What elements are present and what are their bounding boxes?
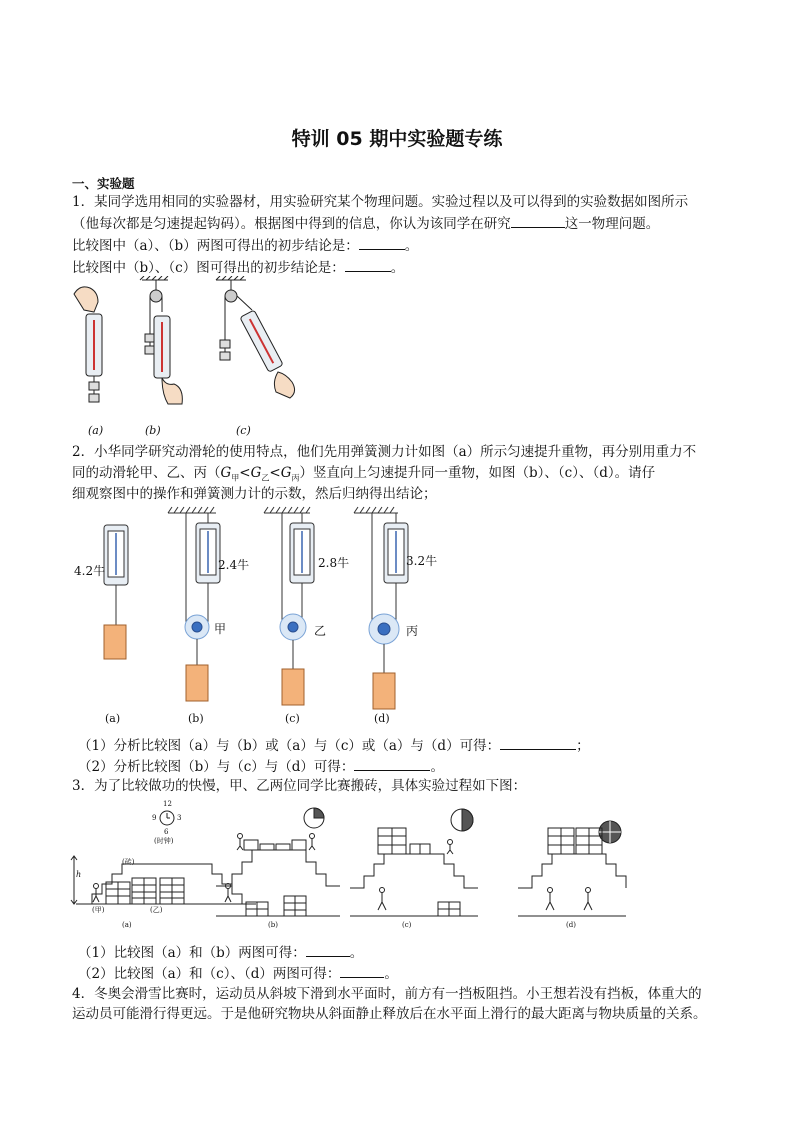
q2-caption-c: (c): [285, 712, 300, 725]
q2-g-bing: G: [280, 465, 292, 481]
q2-lt-2: <: [269, 465, 281, 481]
q3-caption-b: (b): [268, 921, 278, 929]
q2-fig-d-pulley: [369, 614, 399, 644]
q4-line1: 4．冬奥会滑雪比赛时，运动员从斜坡下滑到水平面时，前方有一挡板阻挡。小王想若没有挡板，体重大的: [72, 986, 702, 1002]
q1-fig-b-hand-icon: [162, 378, 182, 404]
page-title: 特训 05 期中实验题专练: [291, 128, 503, 150]
q2-figure: [96, 505, 436, 717]
q1-fig-b-ceiling: [140, 276, 168, 280]
q2-sub1-blank[interactable]: [500, 735, 576, 750]
q2-fig-b-weight: [186, 665, 208, 701]
q3-fig-d-stairs: [518, 854, 626, 916]
q1-line3: [72, 235, 418, 255]
q3-caption-c: (c): [402, 921, 412, 929]
q1-fig-a-spring-scale: [86, 314, 102, 382]
q3-sub1: [78, 942, 363, 962]
q2-caption-d: (d): [374, 712, 390, 725]
q3-fig-a-bricks: [106, 878, 184, 904]
q3-fig-d-person-jia-icon: [546, 888, 554, 911]
q3-brick-label: (砖): [122, 858, 135, 866]
q1-line2-text-a: （他每次都是匀速提起钩码）。根据图中得到的信息，你认为该同学在研究: [72, 216, 511, 232]
q2-g-jia: G: [220, 465, 232, 481]
q1-fig-c-spring-scale: [240, 310, 283, 372]
q2-fig-b-spring-scale: [196, 523, 220, 583]
q1-line3-end: 。: [404, 238, 419, 254]
q3-fig-b-stairs: [216, 850, 340, 916]
q2-sub1-text: （1）分析比较图（a）与（b）或（a）与（c）或（a）与（d）可得：: [78, 738, 501, 754]
q3-sub2-blank[interactable]: [340, 963, 384, 978]
q1-line1: 1．某同学选用相同的实验器材，用实验研究某个物理问题。实验过程以及可以得到的实验数据如图所示: [72, 194, 689, 210]
q2-fig-c-ceiling: [264, 507, 310, 513]
q3-person-label-yi: (乙): [150, 906, 163, 914]
q3-caption-a: (a): [122, 921, 132, 929]
q2-line2-text-b: ）竖直向上匀速提升同一重物，如图（b）、（c）、（d）。请仔: [299, 465, 656, 481]
q3-sub2-end: 。: [384, 966, 398, 982]
q1-blank-topic[interactable]: [511, 213, 565, 228]
q2-pulley-label-bing: 丙: [406, 624, 419, 638]
q3-clock-label: (时钟): [154, 837, 174, 845]
q1-fig-c-pulley: [225, 290, 237, 302]
q1-fig-b-spring-scale: [154, 316, 170, 378]
q1-line2-text-b: 这一物理问题。: [564, 216, 660, 232]
q3-sub2-text: （2）比较图（a）和（c）、（d）两图可得：: [78, 966, 341, 982]
q1-fig-a-weights: [89, 382, 99, 402]
q1-line4-text: 比较图中（b）、（c）图可得出的初步结论是：: [72, 260, 345, 276]
q3-fig-c-clock-icon: [451, 809, 473, 831]
q2-fig-b-pulley: [185, 615, 209, 639]
q3-sub2: [78, 963, 398, 983]
q3-fig-c-stairs: [350, 854, 478, 916]
q2-reading-c: 2.8牛: [318, 556, 350, 570]
q2-sub-yi: 乙: [261, 473, 270, 483]
q2-fig-c-spring-scale: [290, 523, 314, 583]
q1-fig-c-ceiling: [216, 276, 246, 280]
q2-sub1-end: ；: [576, 738, 590, 754]
q1-figure: [66, 276, 306, 422]
q3-sub1-blank[interactable]: [306, 942, 350, 957]
q3-fig-c-person-jia-icon: [378, 888, 386, 911]
q3-fig-d-person-yi-icon: [584, 888, 592, 911]
q3-fig-b-bricks: [244, 840, 306, 916]
q2-sub-jia: 甲: [231, 473, 240, 483]
q3-fig-c-person-yi-icon: [447, 840, 453, 855]
q3-sub1-text: （1）比较图（a）和（b）两图可得：: [78, 945, 306, 961]
q2-pulley-label-yi: 乙: [314, 624, 327, 638]
q3-clock-num-12: 12: [163, 800, 172, 808]
q1-line3-text: 比较图中（a）、（b）两图可得出的初步结论是：: [72, 238, 359, 254]
q3-fig-d-bricks: [548, 828, 602, 854]
q2-pulley-label-jia: 甲: [214, 622, 227, 636]
q1-blank-bc[interactable]: [345, 257, 391, 272]
q2-reading-a: 4.2牛: [74, 564, 106, 578]
q2-sub2: [78, 756, 444, 776]
q2-line2-text-a: 同的动滑轮甲、乙、丙（: [72, 465, 221, 481]
q3-fig-a-clock-icon: [160, 811, 174, 825]
q1-line4-end: 。: [390, 260, 405, 276]
q2-reading-b: 2.4牛: [218, 558, 250, 572]
q2-g-yi: G: [250, 465, 262, 481]
q3-fig-b-person-jia-icon: [237, 834, 243, 851]
q2-sub2-end: 。: [430, 759, 444, 775]
q3-fig-b-person-yi-icon: [309, 834, 315, 851]
q2-line3: 细观察图中的操作和弹簧测力计的示数，然后归纳得出结论；: [72, 486, 437, 502]
q2-sub-bing: 丙: [291, 473, 300, 483]
q2-fig-d-spring-scale: [384, 523, 408, 583]
q4-line2: 运动员可能滑行得更远。于是他研究物块从斜面静止释放后在水平面上滑行的最大距离与物块质量的关系。: [72, 1006, 707, 1022]
q2-lt-1: <: [239, 465, 251, 481]
q3-clock-num-9: 9: [152, 814, 157, 822]
q1-fig-a-hand-icon: [74, 287, 98, 312]
section-heading: 一、实验题: [72, 176, 135, 191]
q3-fig-b-clock-icon: [304, 808, 324, 828]
q2-line1: 2．小华同学研究动滑轮的使用特点，他们先用弹簧测力计如图（a）所示匀速提升重物，再分别用重力不: [72, 444, 697, 460]
q2-caption-a: (a): [105, 712, 121, 725]
q1-caption-c: (c): [236, 424, 251, 437]
q2-sub2-text: （2）分析比较图（b）与（c）与（d）可得：: [78, 759, 355, 775]
q3-fig-a-person-jia-icon: [93, 884, 99, 903]
q3-clock-num-3: 3: [177, 814, 182, 822]
q2-fig-b-ceiling: [168, 507, 216, 513]
q2-fig-d-ceiling: [354, 507, 398, 513]
q2-fig-c-pulley: [280, 614, 306, 640]
q2-caption-b: (b): [188, 712, 204, 725]
q3-caption-d: (d): [566, 921, 576, 929]
q1-line2: [72, 213, 659, 233]
q2-sub2-blank[interactable]: [354, 756, 430, 771]
q1-line4: [72, 257, 404, 277]
q1-blank-ab[interactable]: [359, 235, 405, 250]
q2-fig-a-spring-scale: [104, 525, 128, 625]
q3-person-label-jia: (甲): [92, 906, 105, 914]
q3-fig-a-height-arrow: [71, 856, 77, 904]
q2-fig-c-weight: [282, 669, 304, 705]
q3-sub1-end: 。: [349, 945, 364, 961]
q2-fig-a-weight: [104, 625, 126, 659]
q1-fig-c-hand-icon: [274, 372, 294, 398]
q2-sub1: [78, 735, 590, 755]
q3-line1: 3．为了比较做功的快慢，甲、乙两位同学比赛搬砖，具体实验过程如下图：: [72, 778, 527, 794]
q1-caption-a: (a): [88, 424, 104, 437]
q1-caption-b: (b): [145, 424, 161, 437]
q3-clock-num-6: 6: [164, 828, 169, 836]
q3-height-label: h: [76, 870, 82, 879]
q2-reading-d: 3.2牛: [406, 554, 438, 568]
q2-fig-d-weight: [373, 673, 395, 709]
